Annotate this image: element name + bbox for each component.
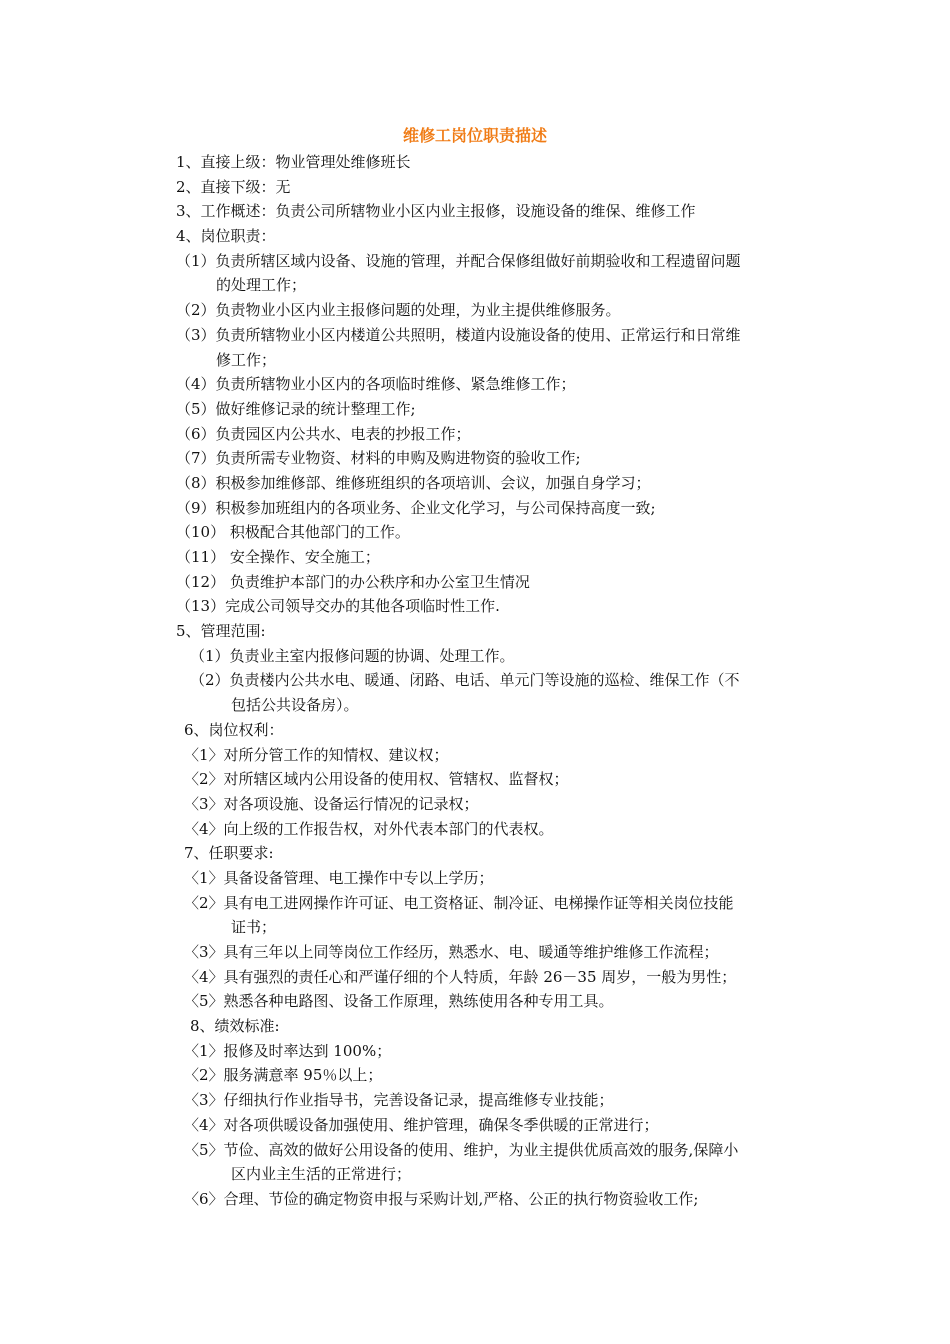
text-line-content: 〈1〉具备设备管理、电工操作中专以上学历； bbox=[184, 868, 494, 887]
text-line bbox=[0, 446, 950, 471]
text-line bbox=[0, 915, 950, 940]
text-line bbox=[0, 644, 950, 669]
text-line bbox=[0, 940, 950, 965]
text-line-content: 〈3〉仔细执行作业指导书，完善设备记录，提高维修专业技能； bbox=[184, 1091, 614, 1110]
text-line bbox=[0, 397, 950, 422]
text-line-content: 〈2〉具有电工进网操作许可证、电工资格证、制冷证、电梯操作证等相关岗位技能 bbox=[184, 893, 734, 912]
text-line bbox=[0, 175, 950, 200]
text-line-content: 〈4〉向上级的工作报告权，对外代表本部门的代表权。 bbox=[184, 819, 554, 838]
text-line-content: 修工作； bbox=[216, 350, 277, 369]
document-title: 维修工岗位职责描述 bbox=[402, 126, 547, 145]
text-line-content: 〈2〉对所辖区域内公用设备的使用权、管辖权、监督权； bbox=[184, 770, 569, 789]
text-line bbox=[0, 150, 950, 175]
text-line bbox=[0, 249, 950, 274]
text-line bbox=[0, 693, 950, 718]
text-line-content: 〈5〉节俭、高效的做好公用设备的使用、维护，为业主提供优质高效的服务,保障小 bbox=[184, 1140, 739, 1159]
text-line-content: 〈4〉对各项供暖设备加强使用、维护管理，确保冬季供暖的正常进行； bbox=[184, 1115, 659, 1134]
text-line-content: （13）完成公司领导交办的其他各项临时性工作. bbox=[176, 597, 500, 616]
text-line bbox=[0, 1014, 950, 1039]
text-line-content: （2）负责楼内公共水电、暖通、闭路、电话、单元门等设施的巡检、维保工作（不 bbox=[190, 671, 740, 690]
text-line-content: 〈6〉合理、节俭的确定物资申报与采购计划,严格、公正的执行物资验收工作; bbox=[184, 1189, 699, 1208]
text-line-content: 3、工作概述：负责公司所辖物业小区内业主报修，设施设备的维保、维修工作 bbox=[176, 202, 696, 221]
text-line bbox=[0, 1162, 950, 1187]
text-line-content: 2、直接下级：无 bbox=[176, 177, 291, 196]
text-line bbox=[0, 817, 950, 842]
text-line-content: 〈3〉对各项设施、设备运行情况的记录权； bbox=[184, 794, 479, 813]
text-line bbox=[0, 743, 950, 768]
text-line bbox=[0, 792, 950, 817]
text-line-content: （1）负责业主室内报修问题的协调、处理工作。 bbox=[190, 646, 515, 665]
text-line bbox=[0, 1039, 950, 1064]
text-line bbox=[0, 298, 950, 323]
text-line bbox=[0, 718, 950, 743]
text-line bbox=[0, 989, 950, 1014]
text-line-content: 证书； bbox=[231, 918, 277, 937]
text-line-content: （12） 负责维护本部门的办公秩序和办公室卫生情况 bbox=[176, 572, 530, 591]
text-line bbox=[0, 767, 950, 792]
text-line bbox=[0, 471, 950, 496]
text-line-content: 〈1〉对所分管工作的知情权、建议权； bbox=[184, 745, 449, 764]
text-line bbox=[0, 348, 950, 373]
document-body bbox=[0, 150, 950, 1212]
text-line-content: 的处理工作； bbox=[216, 276, 307, 295]
text-line bbox=[0, 668, 950, 693]
text-line-content: 1、直接上级：物业管理处维修班长 bbox=[176, 153, 411, 171]
text-line bbox=[0, 570, 950, 595]
text-line-content: （6）负责园区内公共水、电表的抄报工作； bbox=[176, 424, 471, 443]
text-line bbox=[0, 1063, 950, 1088]
text-line-content: （8）积极参加维修部、维修班组织的各项培训、会议，加强自身学习； bbox=[176, 473, 651, 492]
text-line bbox=[0, 545, 950, 570]
text-line-content: （10） 积极配合其他部门的工作。 bbox=[176, 523, 410, 542]
text-line bbox=[0, 619, 950, 644]
text-line-content: 8、绩效标准: bbox=[190, 1017, 280, 1036]
text-line bbox=[0, 841, 950, 866]
text-line bbox=[0, 866, 950, 891]
text-line bbox=[0, 372, 950, 397]
text-line bbox=[0, 224, 950, 249]
text-line-content: 区内业主生活的正常进行； bbox=[231, 1165, 412, 1184]
text-line bbox=[0, 891, 950, 916]
text-line-content: 7、任职要求: bbox=[184, 844, 274, 863]
text-line-content: （5）做好维修记录的统计整理工作; bbox=[176, 399, 416, 418]
text-line bbox=[0, 273, 950, 298]
text-line-content: （3）负责所辖物业小区内楼道公共照明，楼道内设施设备的使用、正常运行和日常维 bbox=[176, 325, 741, 344]
text-line bbox=[0, 520, 950, 545]
text-line-content: 4、岗位职责： bbox=[176, 227, 276, 246]
text-line bbox=[0, 496, 950, 521]
text-line-content: （9）积极参加班组内的各项业务、企业文化学习，与公司保持高度一致; bbox=[176, 498, 656, 517]
text-line-content: （7）负责所需专业物资、材料的申购及购进物资的验收工作; bbox=[176, 449, 581, 468]
text-line bbox=[0, 965, 950, 990]
text-line-content: 〈3〉具有三年以上同等岗位工作经历，熟悉水、电、暖通等维护维修工作流程； bbox=[184, 943, 719, 961]
text-line-content: 5、管理范围: bbox=[176, 622, 266, 641]
text-line-content: 6、岗位权利： bbox=[184, 720, 284, 739]
text-line-content: （4）负责所辖物业小区内的各项临时维修、紧急维修工作； bbox=[176, 375, 576, 394]
text-line-content: 〈1〉报修及时率达到 100%； bbox=[184, 1041, 392, 1060]
text-line-content: 包括公共设备房）。 bbox=[231, 696, 359, 715]
text-line bbox=[0, 422, 950, 447]
text-line-content: （11） 安全操作、安全施工； bbox=[176, 548, 380, 566]
text-line bbox=[0, 1187, 950, 1212]
text-line bbox=[0, 1138, 950, 1163]
text-line-content: 〈2〉服务满意率 95％以上； bbox=[184, 1066, 383, 1085]
text-line bbox=[0, 323, 950, 348]
text-line bbox=[0, 1088, 950, 1113]
text-line-content: （2）负责物业小区内业主报修问题的处理，为业主提供维修服务。 bbox=[176, 301, 621, 320]
text-line bbox=[0, 594, 950, 619]
text-line bbox=[0, 1113, 950, 1138]
text-line bbox=[0, 199, 950, 224]
text-line-content: （1）负责所辖区域内设备、设施的管理，并配合保修组做好前期验收和工程遗留问题 bbox=[176, 251, 741, 270]
text-line-content: 〈4〉具有强烈的责任心和严谨仔细的个人特质，年龄 26－35 周岁，一般为男性； bbox=[184, 967, 737, 986]
text-line-content: 〈5〉熟悉各种电路图、设备工作原理，熟练使用各种专用工具。 bbox=[184, 992, 614, 1011]
